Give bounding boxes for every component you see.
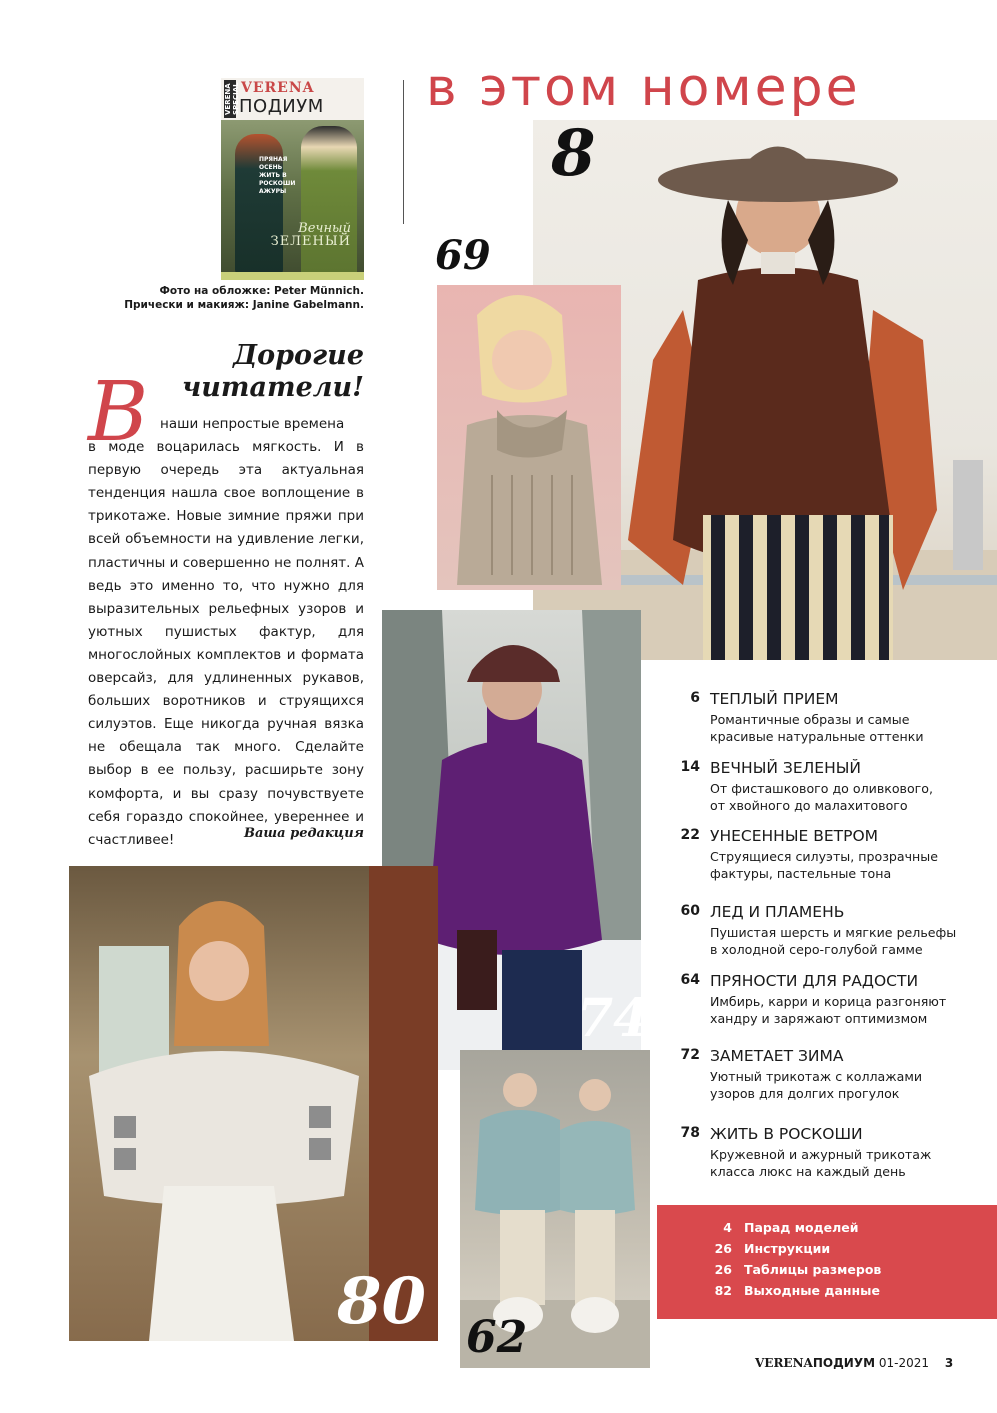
toc-description-line: От фисташкового до оливкового, <box>710 781 934 796</box>
cover-model-left <box>235 134 283 274</box>
toc-description-line: фактуры, пастельные тона <box>710 866 892 882</box>
cover-teaser: АЖУРЫ <box>259 188 287 195</box>
cover-photo <box>221 120 364 280</box>
toc-description-line: красивые натуральные оттенки <box>710 729 924 745</box>
toc-page-number: 60 <box>680 903 700 919</box>
toc-description-line: от хвойного до малахитового <box>710 798 908 814</box>
photo-mint-knits <box>460 1050 650 1368</box>
toc-entry[interactable] <box>680 972 970 1027</box>
cover-teaser: ПРЯНАЯ ОСЕНЬ <box>259 156 288 171</box>
toc-page-number: 14 <box>680 759 700 775</box>
toc-title: ЗАМЕТАЕТ ЗИМА <box>710 1047 844 1065</box>
toc-description-line: Романтичные образы и самые <box>710 712 910 727</box>
toc-title: ТЕПЛЫЙ ПРИЕМ <box>710 690 839 708</box>
section-label: Таблицы размеров <box>744 1262 882 1277</box>
cover-caption-line: Прически и макияж: Janine Gabelmann. <box>124 299 364 311</box>
cover-caption <box>120 284 364 312</box>
magazine-cover <box>221 78 364 280</box>
toc-description-line: Струящиеся силуэты, прозрачные <box>710 849 938 864</box>
section-link[interactable] <box>709 1220 859 1235</box>
cover-name: ПОДИУМ <box>239 96 324 117</box>
toc-title: ЛЕД И ПЛАМЕНЬ <box>710 903 845 921</box>
greeting-line: Дорогие <box>233 340 364 371</box>
toc-page-number: 78 <box>680 1125 700 1141</box>
toc-description-line: класса люкс на каждый день <box>710 1164 906 1180</box>
section-link[interactable] <box>709 1241 830 1256</box>
section-link[interactable] <box>709 1262 881 1277</box>
photo-number-74: 74 <box>577 988 650 1049</box>
photo-number-8: 8 <box>551 116 596 191</box>
toc-description-line: Кружевной и ажурный трикотаж <box>710 1147 932 1162</box>
section-page-number: 82 <box>714 1283 732 1298</box>
page-title: в этом номере <box>426 58 861 118</box>
footer-brand: VERENA <box>755 1356 813 1370</box>
toc-entry[interactable] <box>680 1047 970 1102</box>
section-page-number: 4 <box>723 1220 732 1235</box>
toc-title: ПРЯНОСТИ ДЛЯ РАДОСТИ <box>710 972 919 990</box>
toc-description-line: хандру и заряжают оптимизмом <box>710 1011 928 1027</box>
sections-box <box>657 1205 997 1319</box>
cover-title-line: ЗЕЛЕНЫЙ <box>270 234 351 249</box>
photo-white-poncho <box>69 866 438 1341</box>
photo-illustration <box>437 285 621 590</box>
editorial-signature: Ваша редакция <box>244 826 364 841</box>
title-divider <box>403 80 404 224</box>
footer-magazine-name: ПОДИУМ <box>812 1356 876 1370</box>
toc-description-line: Пушистая шерсть и мягкие рельефы <box>710 925 957 940</box>
toc-entry[interactable] <box>680 1125 970 1180</box>
toc-description <box>710 1146 970 1180</box>
photo-number-69: 69 <box>435 232 491 279</box>
drop-cap: В <box>88 365 149 460</box>
page-number: 3 <box>944 1356 954 1370</box>
toc-description <box>710 848 970 882</box>
toc-page-number: 6 <box>690 690 700 706</box>
editorial-text: в моде воцарилась мягкость. И в первую очередь эта актуальная тенденция нашла свое воплощение в трикотаже. Новые зимние пряжи при всей объемности на удивление легки, пластичны и совершенно не полнят. А ведь это именно то, что нужно для выразительных рельефных узоров и уютных пушистых фактур, для многослойных комплектов и формата оверсайз, для удлиненных рукавов, больших воротников и струящихся силуэтов. Еще никогда ручная вязка не обещала так много. Сделайте выбор в ее пользу, расширьте зону комфорта, и вы сразу почувствуете себя гораздо спокойнее, увереннее и счастливее! <box>88 439 364 848</box>
toc-description <box>710 993 970 1027</box>
cover-teaser: ЖИТЬ В РОСКОШИ <box>259 172 296 187</box>
section-page-number: 26 <box>714 1262 732 1277</box>
section-link[interactable] <box>709 1283 880 1298</box>
toc-description <box>710 924 970 958</box>
editorial-first-line: наши непростые времена <box>160 416 345 432</box>
toc-description-line: Уютный трикотаж с коллажами <box>710 1069 923 1084</box>
cover-caption-line: Фото на обложке: Peter Münnich. <box>159 285 364 297</box>
toc-title: ВЕЧНЫЙ ЗЕЛЕНЫЙ <box>710 759 862 777</box>
toc-entry[interactable] <box>680 690 970 745</box>
photo-number-80: 80 <box>337 1264 427 1339</box>
editorial-body <box>88 413 364 852</box>
toc-entry[interactable] <box>680 759 970 814</box>
photo-beige-pullover <box>437 285 621 590</box>
page-footer <box>755 1356 953 1370</box>
toc-entry[interactable] <box>680 903 970 958</box>
toc-description <box>710 711 970 745</box>
footer-issue: 01-2021 <box>878 1356 929 1370</box>
cover-special-label: VERENA SPECIAL <box>224 80 236 118</box>
toc-title: УНЕСЕННЫЕ ВЕТРОМ <box>710 827 879 845</box>
cover-strip <box>221 272 364 280</box>
section-page-number: 26 <box>714 1241 732 1256</box>
toc-description-line: в холодной серо-голубой гамме <box>710 942 923 958</box>
toc-description <box>710 1068 970 1102</box>
section-label: Выходные данные <box>744 1283 880 1298</box>
toc-page-number: 72 <box>680 1047 700 1063</box>
toc-page-number: 64 <box>680 972 700 988</box>
cover-title-line: Вечный <box>298 221 351 236</box>
cover-teasers <box>259 156 299 196</box>
section-label: Парад моделей <box>744 1220 859 1235</box>
cover-header <box>221 78 364 120</box>
toc-entry[interactable] <box>680 827 970 882</box>
cover-model-right <box>301 126 357 276</box>
toc-title: ЖИТЬ В РОСКОШИ <box>710 1125 863 1143</box>
cover-title <box>251 222 351 248</box>
toc-description-line: Имбирь, карри и корица разгоняют <box>710 994 947 1009</box>
section-label: Инструкции <box>744 1241 831 1256</box>
toc-description-line: узоров для долгих прогулок <box>710 1086 900 1102</box>
cover-brand: VERENA <box>241 80 315 96</box>
toc-description <box>710 780 970 814</box>
toc-page-number: 22 <box>680 827 700 843</box>
greeting-line: читатели! <box>182 372 364 403</box>
photo-number-62: 62 <box>466 1312 528 1363</box>
editorial-greeting <box>140 340 364 404</box>
